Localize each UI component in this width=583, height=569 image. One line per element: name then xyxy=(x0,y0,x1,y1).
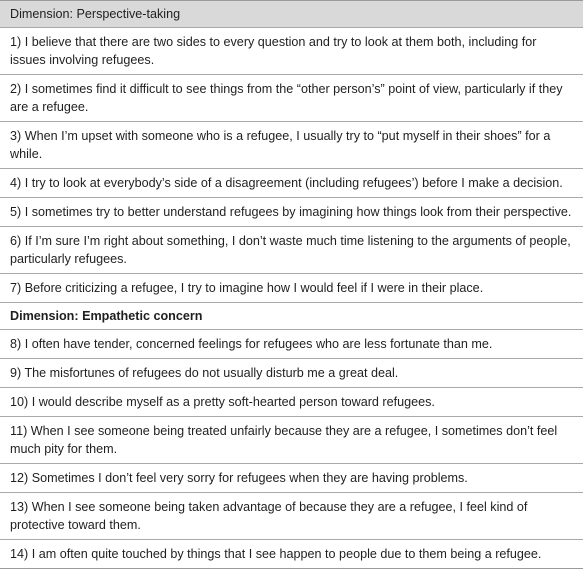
section-heading-text: Dimension: Perspective-taking xyxy=(10,7,181,21)
item-text: 13) When I see someone being taken advantage of because they are a refugee, I feel kind of protective toward them. xyxy=(10,500,528,532)
item-text: 3) When I’m upset with someone who is a refugee, I usually try to “put myself in their shoes” for a while. xyxy=(10,129,551,161)
table-row xyxy=(0,417,583,464)
table-row xyxy=(0,464,583,493)
table-row xyxy=(0,388,583,417)
table-row xyxy=(0,122,583,169)
section-heading-perspective-taking xyxy=(0,1,583,28)
table-row xyxy=(0,198,583,227)
item-text: 9) The misfortunes of refugees do not usually disturb me a great deal. xyxy=(10,366,399,380)
item-text: 2) I sometimes find it difficult to see things from the “other person’s” point of view, particularly if they are a refugee. xyxy=(10,82,563,114)
item-text: 4) I try to look at everybody’s side of a disagreement (including refugees’) before I make a decision. xyxy=(10,176,563,190)
section-heading-empathetic-concern xyxy=(0,303,583,330)
table-row xyxy=(0,227,583,274)
table-row xyxy=(0,169,583,198)
item-text: 1) I believe that there are two sides to every question and try to look at them both, including for issues involving refugees. xyxy=(10,35,537,67)
table-row xyxy=(0,540,583,568)
table-row xyxy=(0,493,583,540)
table-row xyxy=(0,28,583,75)
table-row xyxy=(0,330,583,359)
item-text: 14) I am often quite touched by things that I see happen to people due to them being a refugee. xyxy=(10,547,542,561)
item-text: 7) Before criticizing a refugee, I try to imagine how I would feel if I were in their place. xyxy=(10,281,484,295)
item-text: 12) Sometimes I don’t feel very sorry for refugees when they are having problems. xyxy=(10,471,468,485)
section-heading-text: Dimension: Empathetic concern xyxy=(10,309,203,323)
item-text: 11) When I see someone being treated unfairly because they are a refugee, I sometimes don’t feel much pity for them. xyxy=(10,424,558,456)
item-text: 5) I sometimes try to better understand refugees by imagining how things look from their perspective. xyxy=(10,205,572,219)
table-row xyxy=(0,359,583,388)
item-text: 6) If I’m sure I’m right about something, I don’t waste much time listening to the arguments of people, particularly refugees. xyxy=(10,234,571,266)
item-text: 10) I would describe myself as a pretty soft-hearted person toward refugees. xyxy=(10,395,435,409)
table-row xyxy=(0,274,583,303)
item-text: 8) I often have tender, concerned feelings for refugees who are less fortunate than me. xyxy=(10,337,493,351)
table-row xyxy=(0,75,583,122)
